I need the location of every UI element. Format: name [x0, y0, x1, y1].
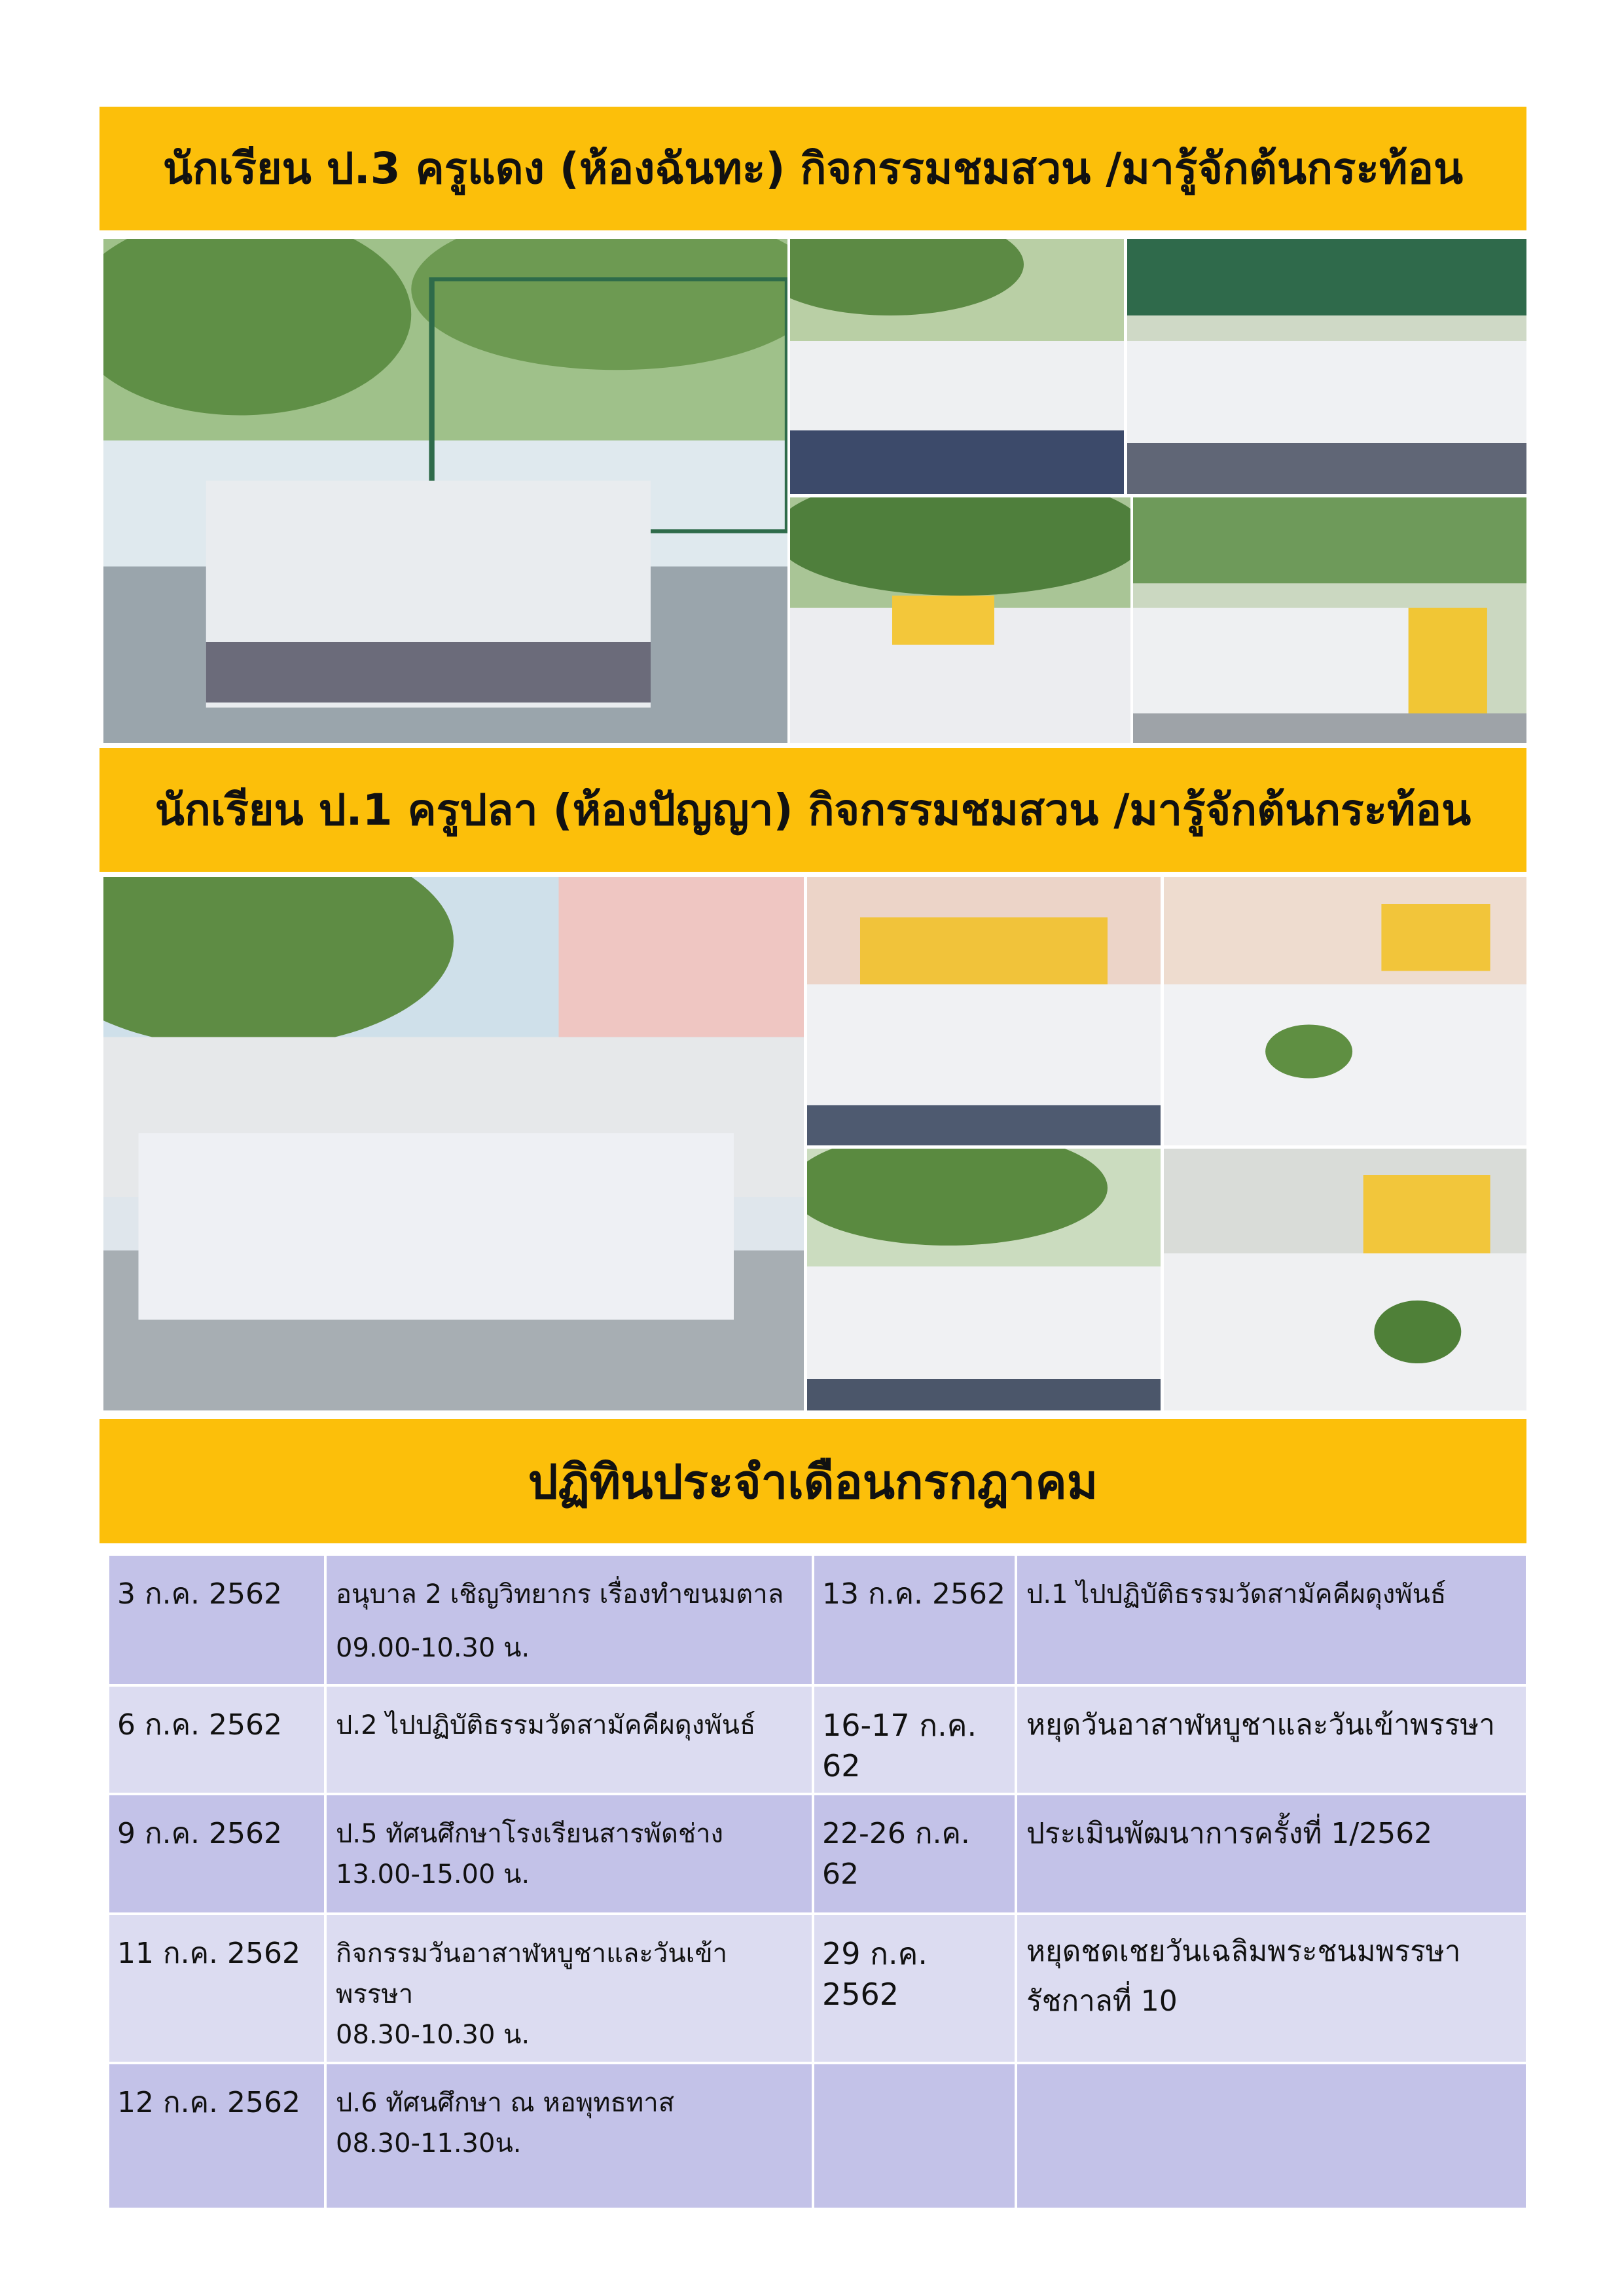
- class-p1-photo-bottom-right: [1164, 1149, 1526, 1410]
- class-p1-photo-top-right: [1164, 877, 1526, 1145]
- holiday-date: 16-17 ก.ค. 62: [813, 1685, 1016, 1794]
- empty-cell: [813, 2063, 1016, 2209]
- event-date: 22-26 ก.ค. 62: [813, 1794, 1016, 1914]
- class-p3-photo-top-middle: [790, 239, 1124, 494]
- section1-title: นักเรียน ป.3 ครูแดง (ห้องฉันทะ) กิจกรรมชมสวน /มารู้จักต้นกระท้อน: [162, 143, 1464, 194]
- event-date: 12 ก.ค. 2562: [108, 2063, 325, 2209]
- calendar-title: ปฏิทินประจำเดือนกรกฎาคม: [528, 1454, 1098, 1509]
- class-p1-photo-top-middle: [807, 877, 1161, 1145]
- calendar-row: [108, 2063, 1527, 2209]
- section2-title: นักเรียน ป.1 ครูปลา (ห้องปัญญา) กิจกรรมชมสวน /มารู้จักต้นกระท้อน: [154, 785, 1471, 835]
- class-p3-group-photo: [103, 239, 787, 743]
- class-p1-photo-bottom-middle: [807, 1149, 1161, 1410]
- calendar-row: [108, 1554, 1527, 1685]
- class-p3-photo-bottom-middle: [790, 497, 1130, 743]
- event-date: 9 ก.ค. 2562: [108, 1794, 325, 1914]
- event-description: ป.5 ทัศนศึกษาโรงเรียนสารพัดช่าง 13.00-15.00 น.: [325, 1794, 813, 1914]
- calendar-row: [108, 1685, 1527, 1794]
- event-description: อนุบาล 2 เชิญวิทยากร เรื่องทำขนมตาล 09.00-10.30 น.: [325, 1554, 813, 1685]
- section1-title-banner: [99, 107, 1526, 230]
- july-calendar-table: [107, 1553, 1528, 2210]
- calendar-row: [108, 1794, 1527, 1914]
- event-description: กิจกรรมวันอาสาฬหบูชาและวันเข้าพรรษา 08.30-10.30 น.: [325, 1914, 813, 2063]
- section2-title-banner: [99, 748, 1526, 872]
- event-date: 13 ก.ค. 2562: [813, 1554, 1016, 1685]
- event-date: 6 ก.ค. 2562: [108, 1685, 325, 1794]
- class-p3-photo-top-right: [1127, 239, 1526, 494]
- calendar-row: [108, 1914, 1527, 2063]
- class-p3-photo-bottom-right: [1133, 497, 1526, 743]
- class-p1-group-photo: [103, 877, 804, 1410]
- holiday-description: หยุดวันอาสาฬหบูชาและวันเข้าพรรษา: [1016, 1685, 1527, 1794]
- event-description: ป.6 ทัศนศึกษา ณ หอพุทธทาส 08.30-11.30น.: [325, 2063, 813, 2209]
- empty-cell: [1016, 2063, 1527, 2209]
- event-date: 11 ก.ค. 2562: [108, 1914, 325, 2063]
- event-description: ป.2 ไปปฏิบัติธรรมวัดสามัคคีผดุงพันธ์: [325, 1685, 813, 1794]
- holiday-date: 29 ก.ค. 2562: [813, 1914, 1016, 2063]
- holiday-description: หยุดชดเชยวันเฉลิมพระชนมพรรษา รัชกาลที่ 10: [1016, 1914, 1527, 2063]
- event-description: ประเมินพัฒนาการครั้งที่ 1/2562: [1016, 1794, 1527, 1914]
- event-description: ป.1 ไปปฏิบัติธรรมวัดสามัคคีผดุงพันธ์: [1016, 1554, 1527, 1685]
- calendar-title-banner: [99, 1419, 1526, 1543]
- event-date: 3 ก.ค. 2562: [108, 1554, 325, 1685]
